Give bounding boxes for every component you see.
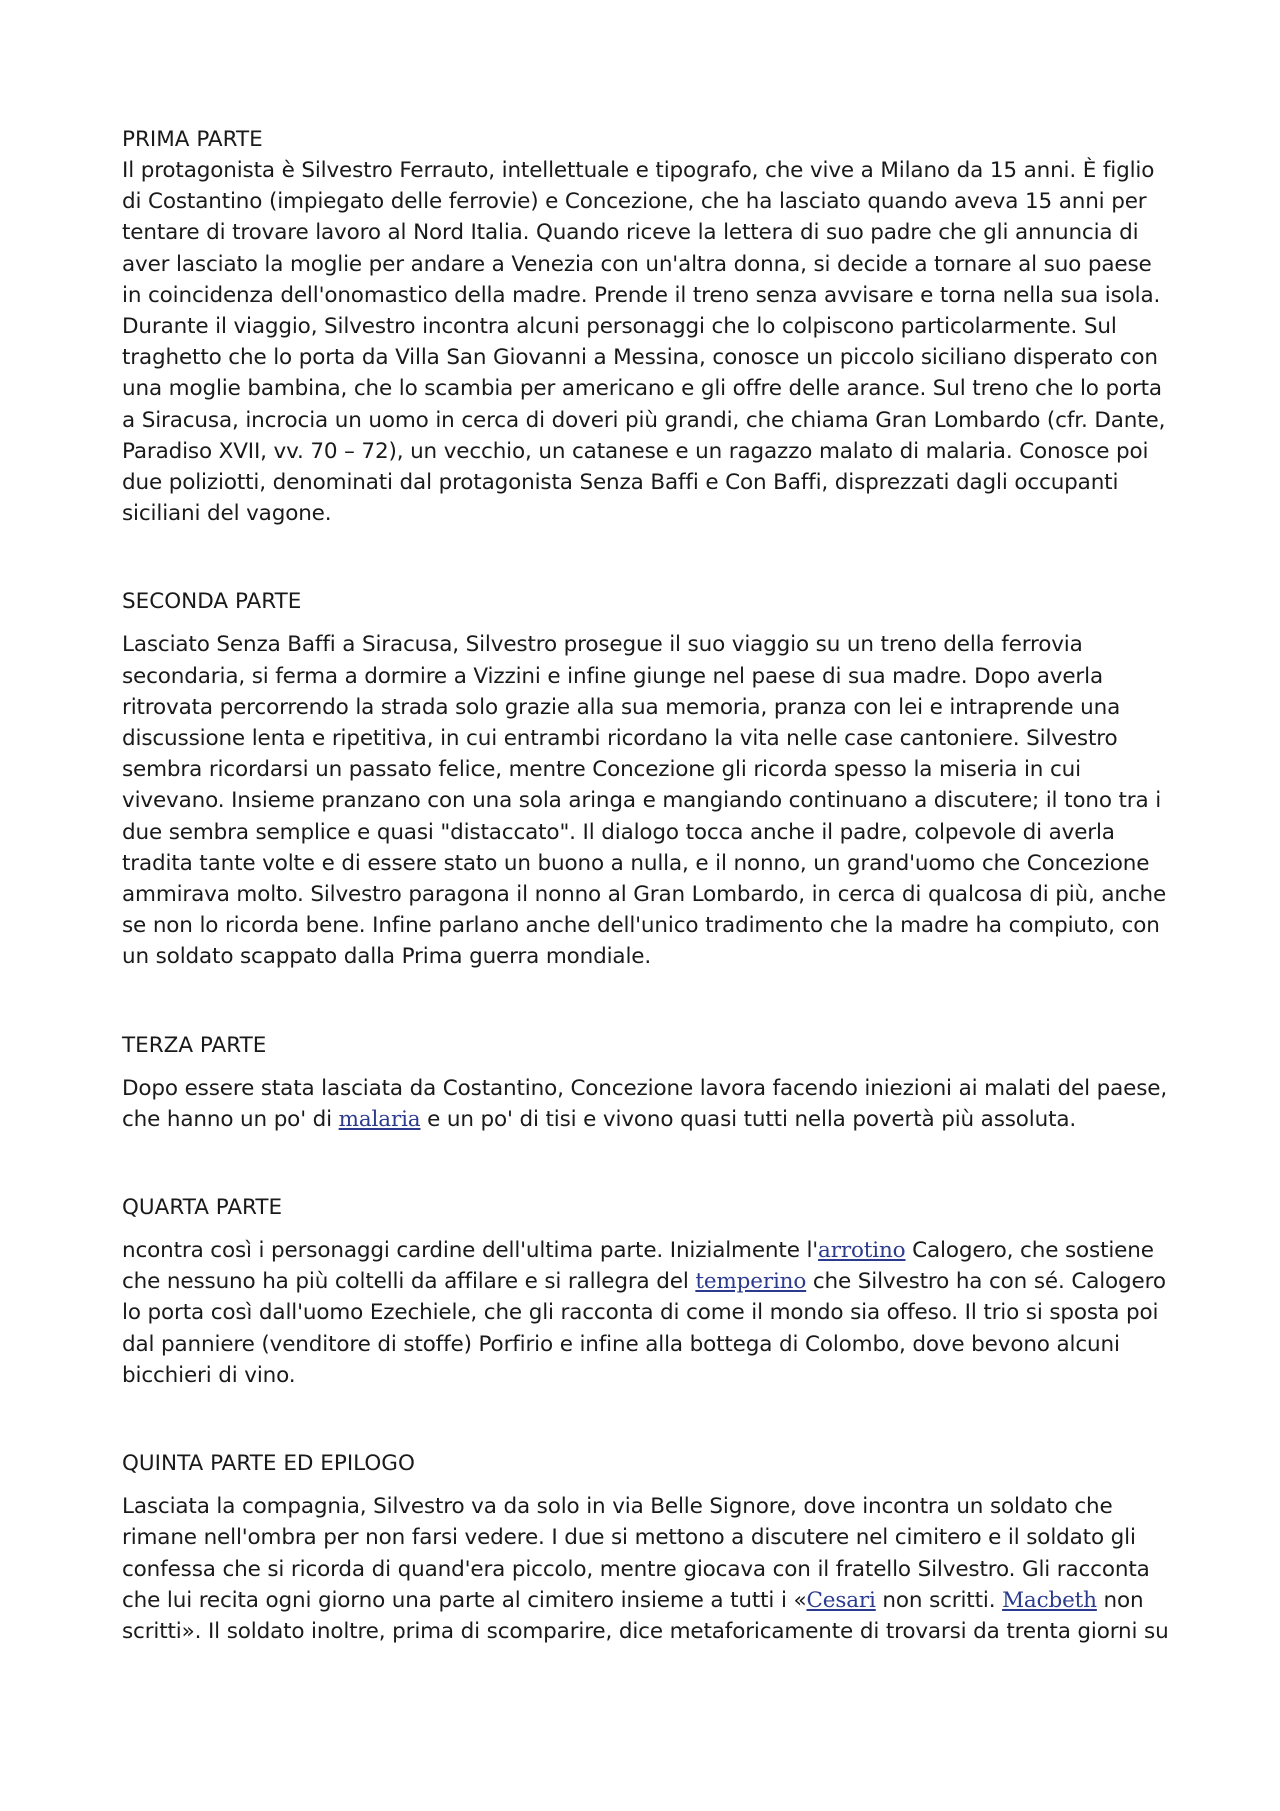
section-paragraph: Il protagonista è Silvestro Ferrauto, intellettuale e tipografo, che vive a Milano da 15 anni. È figlio di Costantino (impiegato delle ferrovie) e Concezione, che ha lasciato quando aveva 15 anni per tentare di trovare lavoro al Nord Italia. Quando riceve la lettera di suo padre che gli annuncia di aver lasciato la moglie per andare a Venezia con un'altra donna, si decide a tornare al suo paese in coincidenza dell'onomastico della madre. Prende il treno senza avvisare e torna nella sua isola. Durante il viaggio, Silvestro incontra alcuni personaggi che lo colpiscono particolarmente. Sul traghetto che lo porta da Villa San Giovanni a Messina, conosce un piccolo siciliano disperato con una moglie bambina, che lo scambia per americano e gli offre delle arance. Sul treno che lo porta a Siracusa, incrocia un uomo in cerca di doveri più grandi, che chiama Gran Lombardo (cfr. Dante, Paradiso XVII, vv. 70 – 72), un vecchio, un catanese e un ragazzo malato di malaria. Conosce poi due poliziotti, denominati dal protagonista Senza Baffi e Con Baffi, disprezzati dagli occupanti siciliani del vagone.: [122, 158, 1166, 527]
temperino-link[interactable]: temperino: [695, 1269, 807, 1295]
paragraph-text: che Silvestro ha con sé. Calogero lo porta così dall'uomo Ezechiele, che gli racconta di come il mondo sia offeso. Il trio si sposta poi dal panniere (venditore di stoffe) Porfirio e infine alla bottega di Colombo, dove bevono alcuni bicchieri di vino.: [122, 1269, 1166, 1388]
section-heading: SECONDA PARTE: [122, 589, 302, 615]
section-quarta-parte: [122, 1192, 1172, 1391]
section-paragraph: [122, 1073, 1172, 1135]
section-heading: QUINTA PARTE ED EPILOGO: [122, 1451, 415, 1477]
section-heading: TERZA PARTE: [122, 1032, 267, 1058]
section-seconda-parte: [122, 586, 1172, 972]
section-paragraph: [122, 1235, 1172, 1391]
paragraph-text: non scritti.: [875, 1587, 1003, 1613]
section-quinta-parte: [122, 1448, 1172, 1647]
section-paragraph: Lasciato Senza Baffi a Siracusa, Silvestro prosegue il suo viaggio su un treno della ferrovia secondaria, si ferma a dormire a Vizzini e infine giunge nel paese di sua madre. Dopo averla ritrovata percorrendo la strada solo grazie alla sua memoria, pranza con lei e intraprende una discussione lenta e ripetitiva, in cui entrambi ricordano la vita nelle case cantoniere. Silvestro sembra ricordarsi un passato felice, mentre Concezione gli ricorda spesso la miseria in cui vivevano. Insieme pranzano con una sola aringa e mangiando continuano a discutere; il tono tra i due sembra semplice e quasi "distaccato". Il dialogo tocca anche il padre, colpevole di averla tradita tante volte e di essere stato un buono a nulla, e il nonno, un grand'uomo che Concezione ammirava molto. Silvestro paragona il nonno al Gran Lombardo, in cerca di qualcosa di più, anche se non lo ricorda bene. Infine parlano anche dell'unico tradimento che la madre ha compiuto, con un soldato scappato dalla Prima guerra mondiale.: [122, 632, 1167, 970]
section-paragraph: [122, 1491, 1172, 1647]
cesari-link[interactable]: Cesari: [806, 1587, 876, 1613]
paragraph-text: Dopo essere stata lasciata da Costantino, Concezione lavora facendo iniezioni ai malati del paese, che hanno un po' di: [122, 1075, 1168, 1132]
section-heading: PRIMA PARTE: [122, 127, 263, 152]
section-prima-parte: [122, 124, 1172, 529]
macbeth-link[interactable]: Macbeth: [1002, 1587, 1097, 1613]
section-terza-parte: [122, 1030, 1172, 1135]
paragraph-text: non scritti». Il soldato inoltre, prima di scomparire, dice metaforicamente di trovarsi da trenta giorni su: [122, 1587, 1169, 1644]
paragraph-text: e un po' di tisi e vivono quasi tutti nella povertà più assoluta.: [420, 1106, 1077, 1132]
paragraph-text: Lasciata la compagnia, Silvestro va da solo in via Belle Signore, dove incontra un soldato che rimane nell'ombra per non farsi vedere. I due si mettono a discutere nel cimitero e il soldato gli confessa che si ricorda di quand'era piccolo, mentre giocava con il fratello Silvestro. Gli racconta che lui recita ogni giorno una parte al cimitero insieme a tutti i «: [122, 1494, 1150, 1613]
paragraph-text: ncontra così i personaggi cardine dell'ultima parte. Inizialmente l': [122, 1238, 819, 1264]
paragraph-text: Calogero, che sostiene che nessuno ha più coltelli da affilare e si rallegra del: [122, 1238, 1154, 1295]
malaria-link[interactable]: malaria: [338, 1106, 421, 1132]
document-body: [122, 124, 1172, 1647]
section-heading: QUARTA PARTE: [122, 1195, 283, 1221]
arrotino-link[interactable]: arrotino: [818, 1238, 906, 1264]
